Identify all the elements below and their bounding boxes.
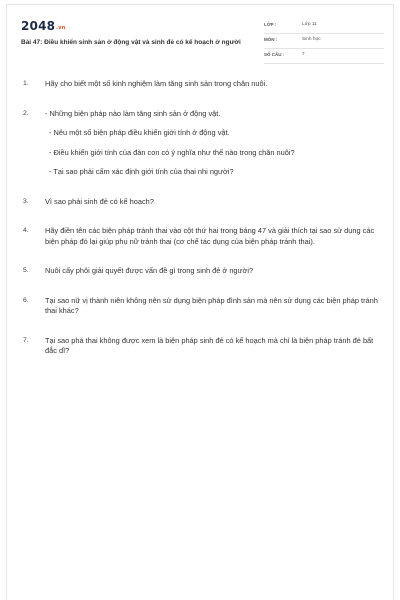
question-number: 2. xyxy=(23,109,29,117)
question-text: Tại sao nữ vị thành niên không nên sử dụng biện pháp đình sản mà nên sử dụng các biện pháp tránh thai khác? xyxy=(45,295,378,315)
meta-key: SỐ CÂU : xyxy=(264,52,285,57)
question-text: Nuôi cấy phôi giải quyết được vấn đề gì trong sinh đẻ ở người? xyxy=(45,266,254,275)
meta-box xyxy=(264,20,384,65)
question-number: 7. xyxy=(23,336,29,344)
meta-value: Sinh học xyxy=(302,37,321,42)
question-number: 1. xyxy=(23,80,29,87)
question-text: Vì sao phải sinh đẻ có kế hoạch? xyxy=(45,196,154,206)
question-text: Tại sao phá thai không được xem là biện pháp sinh đẻ có kế hoạch mà chỉ là biện pháp tránh đẻ bất đắc dĩ? xyxy=(45,335,374,355)
meta-value: 7 xyxy=(302,52,305,57)
sub-question: - Nêu một số biện pháp điều khiển giới tính ở động vật. xyxy=(49,128,230,137)
question-number: 3. xyxy=(23,197,29,205)
lesson-title: Bài 47: Điều khiển sinh sản ở động vật và sinh đẻ có kế hoạch ở người xyxy=(21,39,241,46)
question-number: 5. xyxy=(23,267,29,274)
question-item xyxy=(21,336,381,357)
site-logo[interactable] xyxy=(21,19,66,33)
meta-row-count xyxy=(264,50,384,64)
meta-row-subject xyxy=(264,35,384,49)
question-list xyxy=(21,79,381,357)
sub-question: - Tại sao phải cấm xác định giới tính của thai nhi người? xyxy=(49,167,234,176)
meta-key: LỚP : xyxy=(264,22,277,27)
worksheet-header xyxy=(21,17,381,69)
question-item xyxy=(21,79,381,90)
meta-row-class xyxy=(264,20,384,34)
meta-key: MÔN : xyxy=(264,37,278,42)
logo-main: 2048 xyxy=(21,19,56,33)
sub-question: - Điều khiển giới tính của đàn con có ý nghĩa như thế nào trong chăn nuôi? xyxy=(49,147,295,157)
question-text: Hãy điền tên các biện pháp tránh thai vào cột thứ hai trong bảng 47 và giải thích tại sao sử dụng các biện pháp đó lại giúp phụ nữ tránh thai (cơ chế tác dụng của biện pháp tránh thai). xyxy=(45,226,375,246)
question-item xyxy=(21,109,381,120)
question-text: - Những biện pháp nào làm tăng sinh sản ở động vật. xyxy=(45,108,221,118)
question-item xyxy=(21,226,381,247)
question-item xyxy=(21,197,381,208)
question-text: Hãy cho biết một số kinh nghiệm làm tăng sinh sản trong chăn nuôi. xyxy=(45,79,268,88)
question-item xyxy=(21,296,381,317)
question-number: 6. xyxy=(23,296,29,304)
question-number: 4. xyxy=(23,227,29,234)
meta-value: Lớp 11 xyxy=(302,22,317,27)
worksheet-page xyxy=(6,4,394,600)
question-item xyxy=(21,266,381,277)
logo-suffix: .vn xyxy=(56,25,66,31)
